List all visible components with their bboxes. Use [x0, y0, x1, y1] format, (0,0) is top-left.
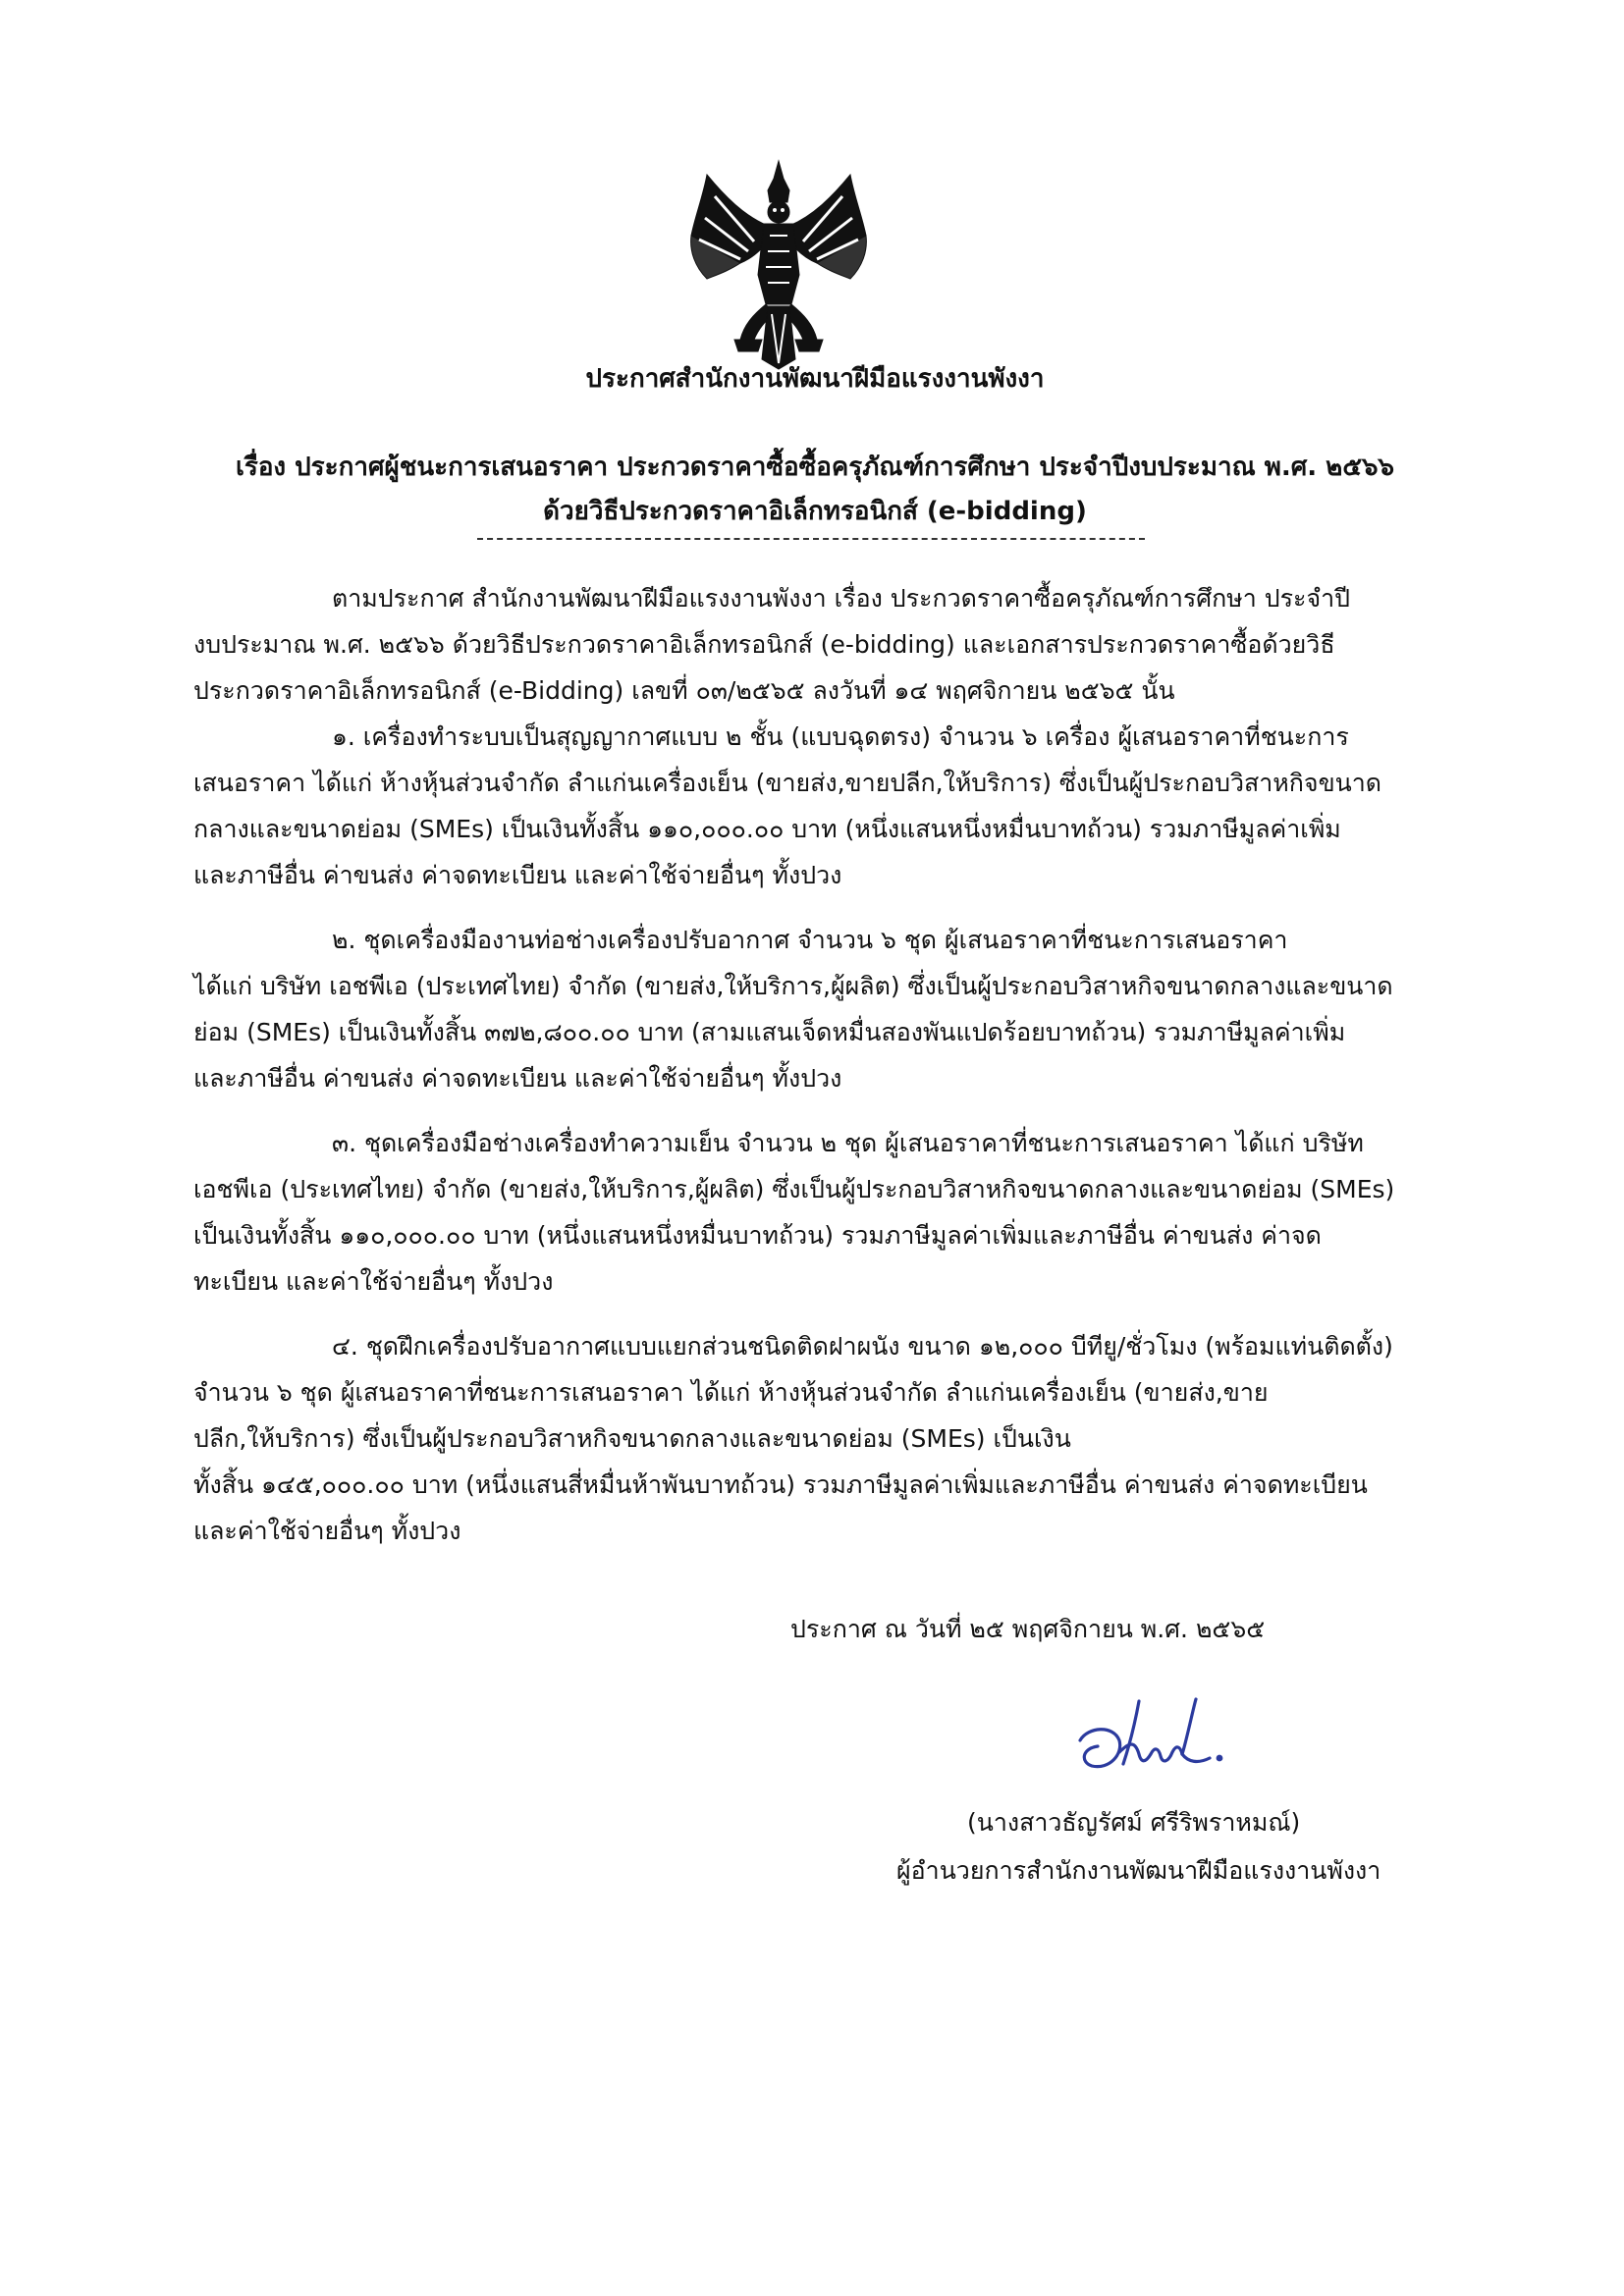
- item2-line: ได้แก่ บริษัท เอชพีเอ (ประเทศไทย) จำกัด (ขายส่ง,ให้บริการ,ผู้ผลิต) ซึ่งเป็นผู้ประกอบวิสาหกิจขนาดกลางและขนาด: [193, 972, 1393, 1000]
- item3-line: ทะเบียน และค่าใช้จ่ายอื่นๆ ทั้งปวง: [193, 1267, 554, 1296]
- item3-line: เอชพีเอ (ประเทศไทย) จำกัด (ขายส่ง,ให้บริการ,ผู้ผลิต) ซึ่งเป็นผู้ประกอบวิสาหกิจขนาดกลางและขนาดย่อม (SMEs): [193, 1175, 1395, 1203]
- signatory-name: (นางสาวธัญรัศม์ ศรีริพราหมณ์): [967, 1808, 1301, 1837]
- item4-line: ปลีก,ให้บริการ) ซึ่งเป็นผู้ประกอบวิสาหกิจขนาดกลางและขนาดย่อม (SMEs) เป็นเงิน: [193, 1424, 1071, 1453]
- item2-line: และภาษีอื่น ค่าขนส่ง ค่าจดทะเบียน และค่าใช้จ่ายอื่นๆ ทั้งปวง: [193, 1064, 842, 1093]
- item3-line: เป็นเงินทั้งสิ้น ๑๑๐,๐๐๐.๐๐ บาท (หนึ่งแสนหนึ่งหมื่นบาทถ้วน) รวมภาษีมูลค่าเพิ่มและภาษีอื่น ค่าขนส่ง ค่าจด: [193, 1221, 1322, 1250]
- item2-line: ๒. ชุดเครื่องมืองานท่อช่างเครื่องปรับอากาศ จำนวน ๖ ชุด ผู้เสนอราคาที่ชนะการเสนอราคา: [332, 926, 1288, 954]
- heading-divider: [477, 538, 1145, 540]
- intro-line: ตามประกาศ สำนักงานพัฒนาฝีมือแรงงานพังงา เรื่อง ประกวดราคาซื้อครุภัณฑ์การศึกษา ประจำปี: [332, 584, 1351, 613]
- item3-line: ๓. ชุดเครื่องมือช่างเครื่องทำความเย็น จำนวน ๒ ชุด ผู้เสนอราคาที่ชนะการเสนอราคา ได้แก่ บริษัท: [332, 1129, 1364, 1157]
- announcement-subject: เรื่อง ประกาศผู้ชนะการเสนอราคา ประกวดราคาซื้อซื้อครุภัณฑ์การศึกษา ประจำปีงบประมาณ พ.ศ. ๒๕๖๖: [235, 453, 1395, 482]
- announcement-method: ด้วยวิธีประกวดราคาอิเล็กทรอนิกส์ (e-bidding): [543, 497, 1087, 526]
- item4-line: ๔. ชุดฝึกเครื่องปรับอากาศแบบแยกส่วนชนิดติดฝาผนัง ขนาด ๑๒,๐๐๐ บีทียู/ชั่วโมง (พร้อมแท่นติดตั้ง): [332, 1332, 1393, 1361]
- announcement-title: ประกาศสำนักงานพัฒนาฝีมือแรงงานพังงา: [585, 364, 1045, 394]
- intro-line: ประกวดราคาอิเล็กทรอนิกส์ (e-Bidding) เลขที่ ๐๓/๒๕๖๕ ลงวันที่ ๑๔ พฤศจิกายน ๒๕๖๕ นั้น: [193, 676, 1175, 705]
- item1-line: กลางและขนาดย่อม (SMEs) เป็นเงินทั้งสิ้น ๑๑๐,๐๐๐.๐๐ บาท (หนึ่งแสนหนึ่งหมื่นบาทถ้วน) รวมภาษีมูลค่าเพิ่ม: [193, 815, 1341, 843]
- garuda-emblem-icon: [685, 157, 872, 373]
- item2-line: ย่อม (SMEs) เป็นเงินทั้งสิ้น ๓๗๒,๘๐๐.๐๐ บาท (สามแสนเจ็ดหมื่นสองพันแปดร้อยบาทถ้วน) รวมภาษีมูลค่าเพิ่ม: [193, 1018, 1346, 1046]
- item1-line: และภาษีอื่น ค่าขนส่ง ค่าจดทะเบียน และค่าใช้จ่ายอื่นๆ ทั้งปวง: [193, 861, 842, 889]
- item4-line: ทั้งสิ้น ๑๔๕,๐๐๐.๐๐ บาท (หนึ่งแสนสี่หมื่นห้าพันบาทถ้วน) รวมภาษีมูลค่าเพิ่มและภาษีอื่น ค่าขนส่ง ค่าจดทะเบียน: [193, 1470, 1368, 1499]
- item1-line: ๑. เครื่องทำระบบเป็นสุญญากาศแบบ ๒ ชั้น (แบบฉุดตรง) จำนวน ๖ เครื่อง ผู้เสนอราคาที่ชนะการ: [332, 722, 1349, 751]
- signatory-position: ผู้อำนวยการสำนักงานพัฒนาฝีมือแรงงานพังงา: [896, 1856, 1381, 1885]
- announcement-date: ประกาศ ณ วันที่ ๒๕ พฤศจิกายน พ.ศ. ๒๕๖๕: [790, 1615, 1266, 1643]
- handwritten-signature-icon: [1070, 1683, 1237, 1791]
- item4-line: จำนวน ๖ ชุด ผู้เสนอราคาที่ชนะการเสนอราคา ได้แก่ ห้างหุ้นส่วนจำกัด ลำแก่นเครื่องเย็น (ขายส่ง,ขาย: [193, 1378, 1269, 1407]
- item4-line: และค่าใช้จ่ายอื่นๆ ทั้งปวง: [193, 1517, 461, 1545]
- item1-line: เสนอราคา ได้แก่ ห้างหุ้นส่วนจำกัด ลำแก่นเครื่องเย็น (ขายส่ง,ขายปลีก,ให้บริการ) ซึ่งเป็นผู้ประกอบวิสาหกิจขนาด: [193, 769, 1382, 797]
- intro-line: งบประมาณ พ.ศ. ๒๕๖๖ ด้วยวิธีประกวดราคาอิเล็กทรอนิกส์ (e-bidding) และเอกสารประกวดราคาซื้อด้วยวิธี: [193, 630, 1335, 659]
